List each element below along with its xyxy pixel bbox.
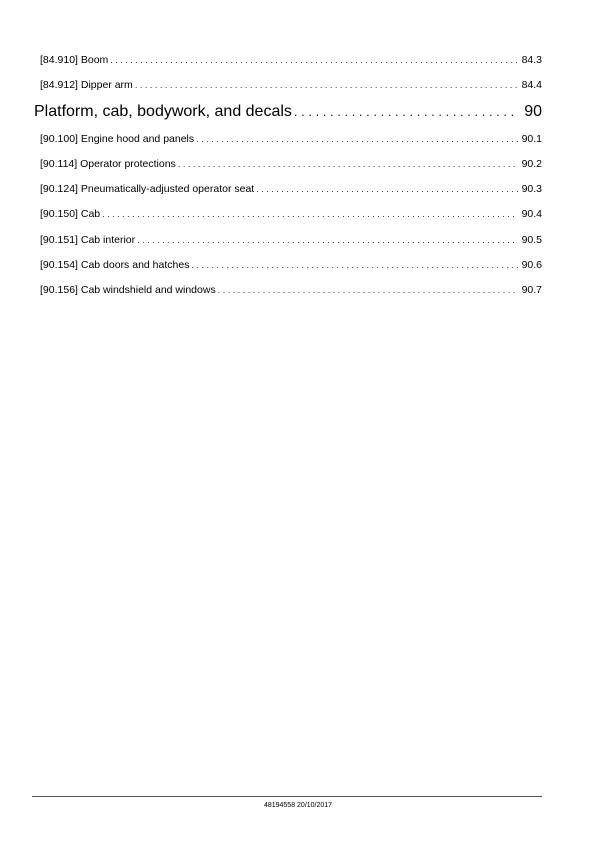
toc-entry-page: 84.4 (521, 79, 542, 91)
toc-entry-label: [84.910] Boom (40, 54, 109, 66)
toc-entry-cab-windshield[interactable] (40, 284, 542, 296)
toc-entry-cab-doors[interactable] (40, 259, 542, 271)
dot-leader (178, 158, 518, 170)
dot-leader (191, 259, 517, 271)
footer-document-id: 48194558 20/10/2017 (263, 802, 333, 809)
toc-entry-page: 90.2 (521, 158, 542, 170)
toc-entry-page: 90.6 (521, 259, 542, 271)
toc-entry-page: 90.4 (521, 208, 542, 220)
toc-entry-label: [90.114] Operator protections (40, 158, 176, 170)
footer-divider (32, 796, 542, 797)
dot-leader (196, 133, 517, 145)
toc-entry-label: [90.124] Pneumatically-adjusted operator seat (40, 183, 255, 195)
dot-leader (102, 208, 517, 220)
toc-entry-page: 90.3 (521, 183, 542, 195)
dot-leader (256, 183, 517, 195)
toc-entry-label: [90.151] Cab interior (40, 234, 136, 246)
dot-leader (135, 79, 518, 91)
dot-leader (137, 234, 517, 246)
dot-leader (218, 284, 518, 296)
toc-entry-label: [90.150] Cab (40, 208, 101, 220)
toc-entry-operator-protections[interactable] (40, 158, 542, 170)
toc-entry-cab-interior[interactable] (40, 234, 542, 246)
toc-entry-dipper-arm[interactable] (40, 79, 542, 91)
toc-section-platform-cab[interactable] (34, 103, 542, 121)
toc-entry-operator-seat[interactable] (40, 183, 542, 195)
dot-leader (110, 54, 517, 66)
toc-entry-page: 84.3 (521, 54, 542, 66)
toc-entry-page: 90.5 (521, 234, 542, 246)
toc-entry-label: [90.156] Cab windshield and windows (40, 284, 216, 296)
toc-entry-label: [90.100] Engine hood and panels (40, 133, 195, 145)
toc-section-page: 90 (524, 103, 542, 120)
toc-entry-cab[interactable] (40, 208, 542, 220)
toc-section-label: Platform, cab, bodywork, and decals (34, 103, 292, 120)
toc-entry-boom[interactable] (40, 54, 542, 66)
toc-entry-page: 90.1 (521, 133, 542, 145)
toc-entry-label: [84.912] Dipper arm (40, 79, 133, 91)
toc-entry-engine-hood[interactable] (40, 133, 542, 145)
dot-leader (294, 103, 516, 121)
toc-entry-page: 90.7 (521, 284, 542, 296)
toc-entry-label: [90.154] Cab doors and hatches (40, 259, 190, 271)
